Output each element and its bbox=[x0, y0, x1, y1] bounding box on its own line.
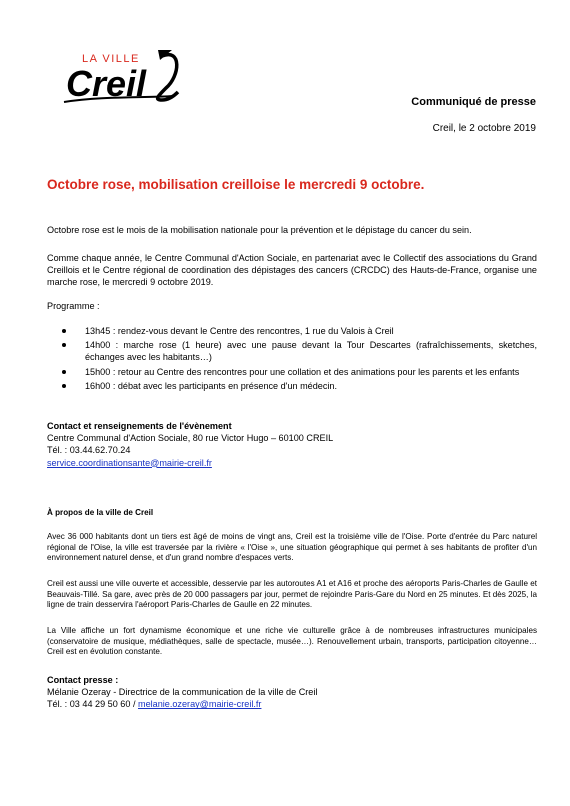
program-label: Programme : bbox=[47, 301, 100, 311]
page-title: Octobre rose, mobilisation creilloise le mercredi 9 octobre. bbox=[47, 177, 425, 192]
press-contact-email-link[interactable]: melanie.ozeray@mairie-creil.fr bbox=[138, 699, 262, 710]
document-type: Communiqué de presse bbox=[411, 96, 536, 108]
logo-text-main: Creil bbox=[66, 63, 147, 104]
logo-text-top: LA VILLE bbox=[82, 53, 140, 65]
list-item: 15h00 : retour au Centre des rencontres pour une collation et des animations pour les parents et les enfants bbox=[62, 366, 537, 378]
release-date: Creil, le 2 octobre 2019 bbox=[432, 123, 536, 134]
event-contact-phone: Tél. : 03.44.62.70.24 bbox=[47, 445, 131, 456]
press-contact-block bbox=[47, 674, 537, 711]
list-item: 14h00 : marche rose (1 heure) avec une pause devant la Tour Descartes (rafraîchissements, sketches, échanges avec les habitants…) bbox=[62, 339, 537, 363]
list-item: 13h45 : rendez-vous devant le Centre des rencontres, 1 rue du Valois à Creil bbox=[62, 325, 537, 337]
press-contact-name: Mélanie Ozeray - Directrice de la communication de la ville de Creil bbox=[47, 687, 318, 698]
event-contact-block bbox=[47, 420, 537, 469]
event-contact-heading: Contact et renseignements de l'évènement bbox=[47, 421, 232, 431]
partnership-paragraph: Comme chaque année, le Centre Communal d'Action Sociale, en partenariat avec le Collectif des associations du Grand Creillois et le Centre régional de coordination des dépistages des cancers (CRCDC) des Hauts-de-France, organise une marche rose, le mercredi 9 octobre 2019. bbox=[47, 253, 537, 288]
bullet-icon bbox=[62, 329, 66, 333]
bullet-icon bbox=[62, 384, 66, 388]
event-contact-address: Centre Communal d'Action Sociale, 80 rue Victor Hugo – 60100 CREIL bbox=[47, 433, 334, 444]
intro-paragraph: Octobre rose est le mois de la mobilisation nationale pour la prévention et le dépistage du cancer du sein. bbox=[47, 225, 472, 235]
about-paragraph-2: Creil est aussi une ville ouverte et accessible, desservie par les autoroutes A1 et A16 et proche des aéroports Paris-Charles de Gaulle et Beauvais-Tillé. Sa gare, avec près de 20 000 passagers par jour, permet de rejoindre Paris-Gare du Nord en 25 minutes. Et dès 2025, la ligne de train desservira l'aéroport Paris-Charles de Gaulle en 22 minutes. bbox=[47, 579, 537, 610]
press-contact-heading: Contact presse : bbox=[47, 675, 119, 685]
bullet-icon bbox=[62, 343, 66, 347]
about-paragraph-3: La Ville affiche un fort dynamisme économique et une riche vie culturelle grâce à de nombreuses infrastructures municipales (conservatoire de musique, médiathèques, salle de spectacle, musée…). Renouvellement urbain, transports, participation citoyenne… Creil est en évolution constante. bbox=[47, 626, 537, 657]
list-item: 16h00 : débat avec les participants en présence d'un médecin. bbox=[62, 380, 537, 392]
press-contact-phone: Tél. : 03 44 29 50 60 / bbox=[47, 699, 138, 710]
creil-logo bbox=[62, 46, 184, 104]
about-heading: À propos de la ville de Creil bbox=[47, 508, 154, 517]
bullet-icon bbox=[62, 370, 66, 374]
about-paragraph-1: Avec 36 000 habitants dont un tiers est âgé de moins de vingt ans, Creil est la troisième ville de l'Oise. Porte d'entrée du Parc naturel régional de l'Oise, la ville est traversée par la rivière « l'Oise », une situation géographique qui permet à ses habitants de profiter d'un environnement naturel dense, et d'un grand nombre d'espaces verts. bbox=[47, 532, 537, 563]
event-contact-email-link[interactable]: service.coordinationsante@mairie-creil.fr bbox=[47, 457, 212, 468]
program-list bbox=[62, 325, 537, 394]
